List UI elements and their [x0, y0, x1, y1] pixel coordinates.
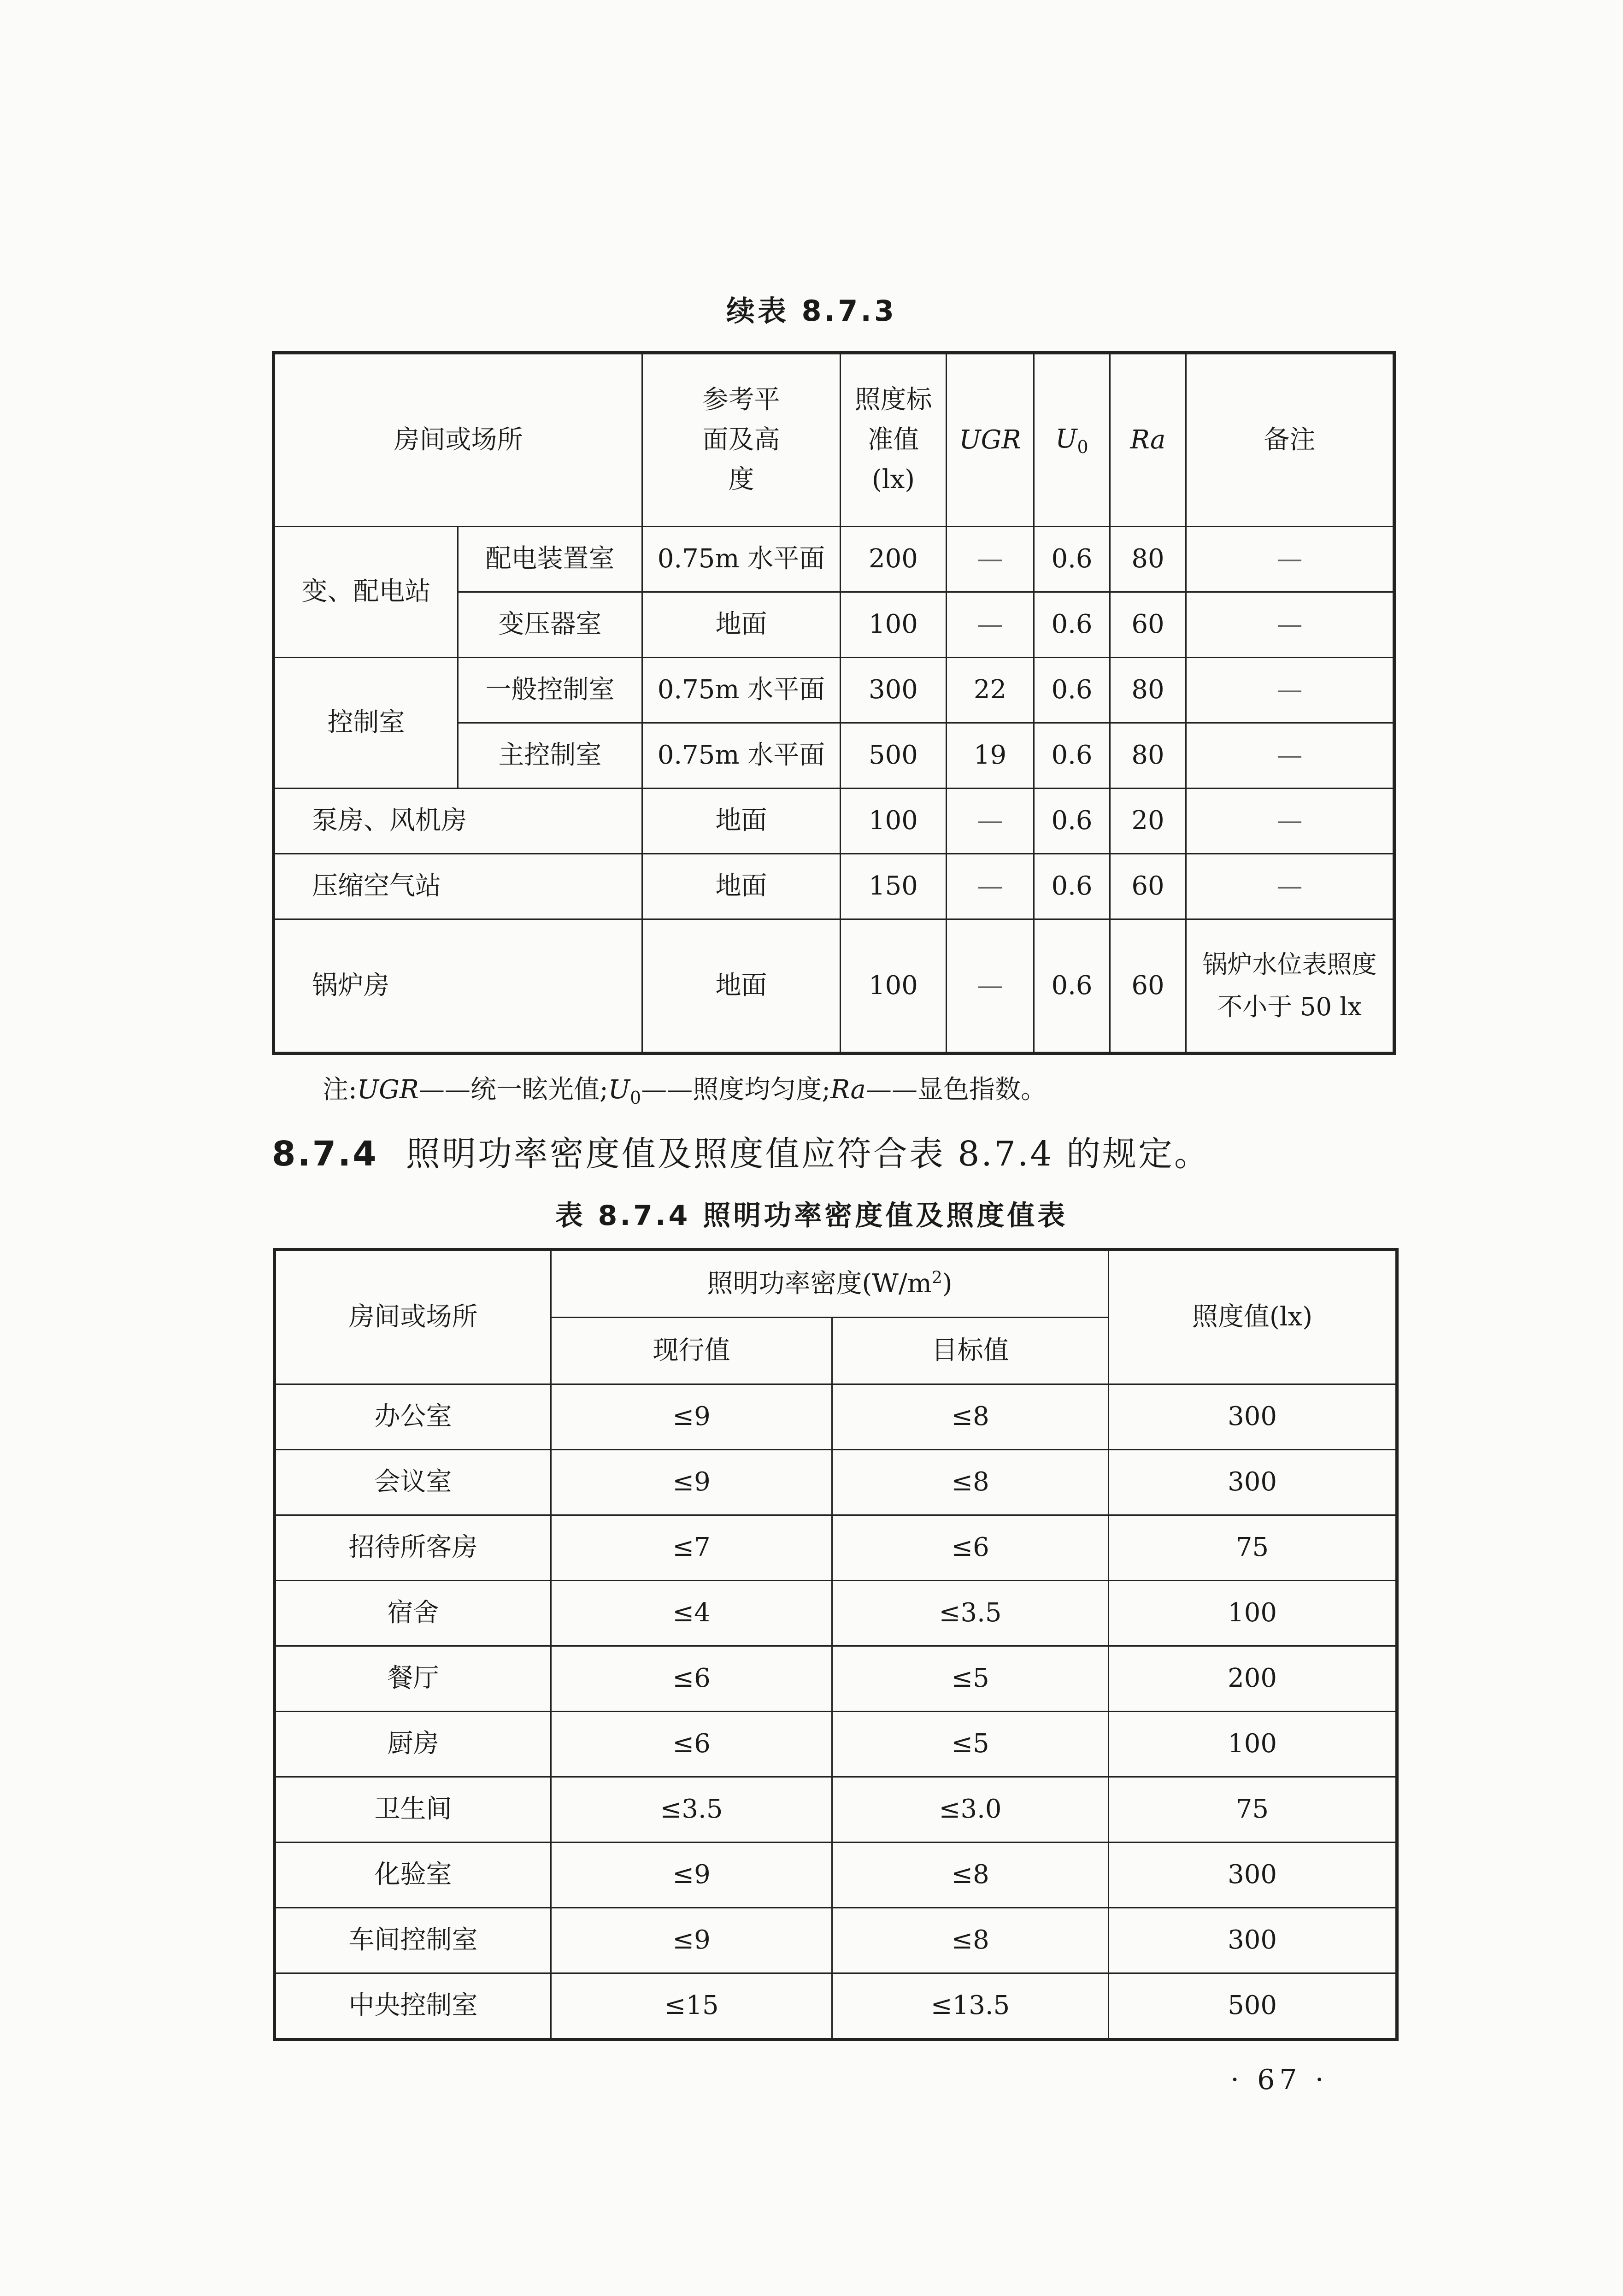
cell-current: ≤6 [551, 1712, 832, 1777]
cell-target: ≤8 [832, 1450, 1109, 1515]
cell-target: ≤5 [832, 1646, 1109, 1712]
cell-room: 办公室 [275, 1384, 551, 1450]
cell-target: ≤5 [832, 1712, 1109, 1777]
cell-current: ≤9 [551, 1450, 832, 1515]
cell-lux: 100 [1109, 1581, 1397, 1646]
cell-current: ≤15 [551, 1973, 832, 2040]
table-row [275, 1515, 1397, 1581]
header-current: 现行值 [551, 1318, 832, 1384]
cell-room: 一般控制室 [458, 658, 642, 723]
cell-current: ≤4 [551, 1581, 832, 1646]
cell-plane: 0.75m 水平面 [642, 658, 841, 723]
table-row [274, 919, 1394, 1054]
cell-ugr: — [947, 527, 1034, 592]
header-u0: $U_0$ [1034, 353, 1110, 527]
cell-ugr: 19 [947, 723, 1034, 789]
clause-8-7-4 [272, 1127, 1210, 1176]
cell-ra: 80 [1110, 723, 1186, 789]
header-lux: 照度标准值(lx) [841, 353, 947, 527]
cell-plane: 0.75m 水平面 [642, 527, 841, 592]
cell-u0: 0.6 [1034, 592, 1110, 658]
cell-u0: 0.6 [1034, 527, 1110, 592]
header-ugr: UGR [947, 353, 1034, 527]
cell-ugr: — [947, 854, 1034, 919]
cell-current: ≤6 [551, 1646, 832, 1712]
table-row [275, 1843, 1397, 1908]
cell-room: 车间控制室 [275, 1908, 551, 1973]
table-note: 注:UGR——统一眩光值$;U_0——$照度均匀度;Ra——显色指数。 [323, 1075, 1047, 1108]
cell-ra: 80 [1110, 658, 1186, 723]
cell-lux: 200 [841, 527, 947, 592]
group-substation: 变、配电站 [274, 527, 458, 658]
cell-target: ≤3.5 [832, 1581, 1109, 1646]
lighting-power-density-table [273, 1248, 1399, 2041]
cell-u0: 0.6 [1034, 919, 1110, 1054]
clause-text: 照明功率密度值及照度值应符合表 8.7.4 的规定。 [406, 1134, 1211, 1174]
cell-plane: 地面 [642, 854, 841, 919]
cell-room: 宿舍 [275, 1581, 551, 1646]
table-row [274, 658, 1394, 723]
cell-u0: 0.6 [1034, 854, 1110, 919]
header-plane: 参考平面及高度 [642, 353, 841, 527]
cell-room: 化验室 [275, 1843, 551, 1908]
table-row [274, 789, 1394, 854]
group-control: 控制室 [274, 658, 458, 789]
cell-room: 配电装置室 [458, 527, 642, 592]
cell-lux: 300 [1109, 1450, 1397, 1515]
page-number: · 67 · [1230, 2064, 1329, 2096]
clause-number: 8.7.4 [272, 1134, 378, 1174]
cell-room: 变压器室 [458, 592, 642, 658]
cell-plane: 地面 [642, 592, 841, 658]
cell-ugr: — [947, 592, 1034, 658]
cell-current: ≤3.5 [551, 1777, 832, 1843]
cell-lux: 500 [841, 723, 947, 789]
cell-ra: 60 [1110, 592, 1186, 658]
cell-lux: 300 [841, 658, 947, 723]
cell-ra: 60 [1110, 854, 1186, 919]
cell-ugr: — [947, 789, 1034, 854]
table-row [275, 1908, 1397, 1973]
cell-current: ≤9 [551, 1384, 832, 1450]
cell-ugr: 22 [947, 658, 1034, 723]
cell-remark: — [1186, 592, 1394, 658]
cell-lux: 300 [1109, 1843, 1397, 1908]
cell-lux: 100 [1109, 1712, 1397, 1777]
cell-lux: 100 [841, 789, 947, 854]
cell-plane: 地面 [642, 919, 841, 1054]
cell-lux: 100 [841, 592, 947, 658]
cell-plane: 0.75m 水平面 [642, 723, 841, 789]
cell-remark: — [1186, 723, 1394, 789]
table-row [275, 1450, 1397, 1515]
cell-u0: 0.6 [1034, 658, 1110, 723]
cell-lux: 75 [1109, 1777, 1397, 1843]
header-remark: 备注 [1186, 353, 1394, 527]
table-row [274, 527, 1394, 592]
cell-remark: — [1186, 527, 1394, 592]
cell-current: ≤9 [551, 1908, 832, 1973]
cell-remark: — [1186, 789, 1394, 854]
header-ra: Ra [1110, 353, 1186, 527]
cell-lux: 100 [841, 919, 947, 1054]
cell-room: 卫生间 [275, 1777, 551, 1843]
lighting-standard-table-continued [272, 351, 1396, 1055]
cell-room: 餐厅 [275, 1646, 551, 1712]
header-room: 房间或场所 [275, 1250, 551, 1384]
cell-remark: 锅炉水位表照度不小于 50 lx [1186, 919, 1394, 1054]
cell-plane: 地面 [642, 789, 841, 854]
cell-ugr: — [947, 919, 1034, 1054]
cell-room: 中央控制室 [275, 1973, 551, 2040]
cell-u0: 0.6 [1034, 723, 1110, 789]
cell-room: 主控制室 [458, 723, 642, 789]
cell-target: ≤13.5 [832, 1973, 1109, 2040]
header-lux: 照度值(lx) [1109, 1250, 1397, 1384]
cell-target: ≤8 [832, 1384, 1109, 1450]
cell-remark: — [1186, 658, 1394, 723]
cell-ra: 80 [1110, 527, 1186, 592]
cell-lux: 75 [1109, 1515, 1397, 1581]
cell-lux: 300 [1109, 1908, 1397, 1973]
cell-lux: 200 [1109, 1646, 1397, 1712]
table-caption-8-7-4: 表 8.7.4 照明功率密度值及照度值表 [555, 1200, 1068, 1232]
cell-target: ≤8 [832, 1843, 1109, 1908]
table-row [275, 1777, 1397, 1843]
cell-ra: 60 [1110, 919, 1186, 1054]
cell-current: ≤7 [551, 1515, 832, 1581]
table-row [275, 1973, 1397, 2040]
cell-lux: 150 [841, 854, 947, 919]
table-row [275, 1384, 1397, 1450]
cell-ra: 20 [1110, 789, 1186, 854]
cell-target: ≤3.0 [832, 1777, 1109, 1843]
table-caption-8-7-3: 续表 8.7.3 [726, 294, 897, 328]
cell-room: 压缩空气站 [274, 854, 642, 919]
header-room: 房间或场所 [274, 353, 642, 527]
table-row [275, 1712, 1397, 1777]
table-row [275, 1646, 1397, 1712]
cell-target: ≤6 [832, 1515, 1109, 1581]
cell-target: ≤8 [832, 1908, 1109, 1973]
cell-room: 泵房、风机房 [274, 789, 642, 854]
cell-remark: — [1186, 854, 1394, 919]
cell-room: 厨房 [275, 1712, 551, 1777]
cell-lux: 500 [1109, 1973, 1397, 2040]
cell-room: 招待所客房 [275, 1515, 551, 1581]
cell-room: 会议室 [275, 1450, 551, 1515]
cell-room: 锅炉房 [274, 919, 642, 1054]
table-row [275, 1581, 1397, 1646]
header-lpd: 照明功率密度$(W/m^2)$ [551, 1250, 1109, 1318]
cell-u0: 0.6 [1034, 789, 1110, 854]
cell-current: ≤9 [551, 1843, 832, 1908]
cell-lux: 300 [1109, 1384, 1397, 1450]
header-target: 目标值 [832, 1318, 1109, 1384]
table-row [274, 854, 1394, 919]
